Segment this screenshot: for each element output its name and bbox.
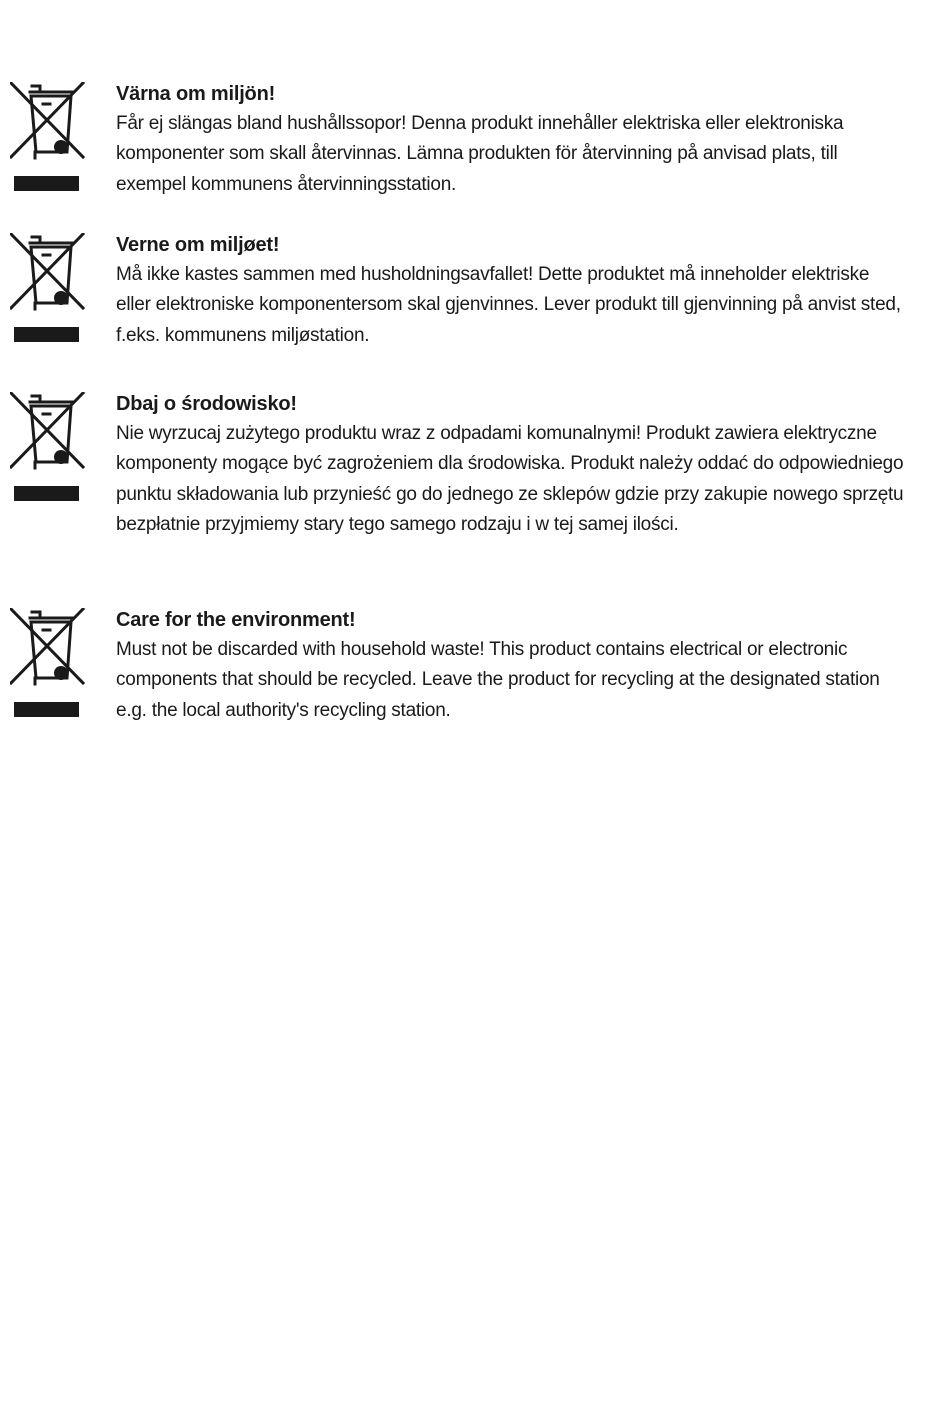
- notice-body: Nie wyrzucaj zużytego produktu wraz z odpadami komunalnymi! Produkt zawiera elektryczne komponenty mogące być zagrożeniem dla środowiska. Produkt należy oddać do odpowiedniego punktu składowania lub przynieść go do jednego ze sklepów gdzie przy zakupie nowego sprzętu bezpłatnie przyjmiemy stary tego samego rodzaju i w tej samej ilości.: [116, 423, 904, 535]
- notice-body: Får ej slängas bland hushållssopor! Denna produkt innehåller elektriska eller elektroniska komponenter som skall återvinnas. Lämna produkten för återvinning på anvisad plats, till exempel kommunens återvinningsstation.: [116, 113, 844, 195]
- notice-title: Care for the environment!: [116, 609, 356, 631]
- notice-title: Dbaj o środowisko!: [116, 393, 297, 415]
- notice-body: Må ikke kastes sammen med husholdningsavfallet! Dette produktet må inneholder elektriske eller elektroniske komponentersom skal gjenvinnes. Lever produkt till gjenvinning på anvist sted, f.eks. kommunens miljøstation.: [116, 264, 901, 346]
- crossed-out-wheelie-bin-icon: [10, 392, 86, 502]
- crossed-out-wheelie-bin-icon: [10, 233, 86, 343]
- notice-title: Verne om miljøet!: [116, 234, 280, 256]
- notice-title: Värna om miljön!: [116, 83, 276, 105]
- crossed-out-wheelie-bin-icon: [10, 608, 86, 718]
- notice-body: Must not be discarded with household waste! This product contains electrical or electronic components that should be recycled. Leave the product for recycling at the designated station e.g. the local authority's recycling station.: [116, 639, 880, 721]
- crossed-out-wheelie-bin-icon: [10, 82, 86, 192]
